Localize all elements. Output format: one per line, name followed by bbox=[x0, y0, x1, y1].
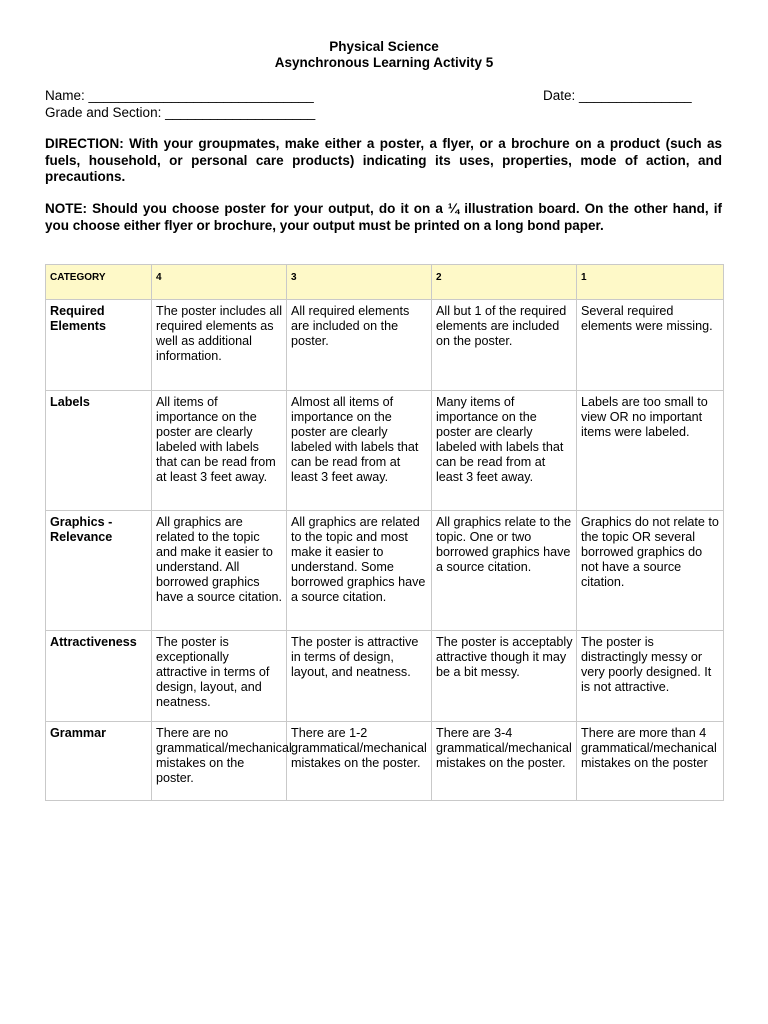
table-row bbox=[46, 300, 724, 391]
table-cell: The poster is distractingly messy or very poorly designed. It is not attractive. bbox=[577, 631, 724, 722]
table-cell: All graphics are related to the topic and make it easier to understand. All borrowed graphics have a source citation. bbox=[152, 511, 287, 631]
header-score-1: 1 bbox=[577, 265, 724, 300]
table-row bbox=[46, 511, 724, 631]
table-cell: Many items of importance on the poster are clearly labeled with labels that can be read from at least 3 feet away. bbox=[432, 391, 577, 511]
row-category: Labels bbox=[46, 391, 152, 511]
table-cell: All but 1 of the required elements are included on the poster. bbox=[432, 300, 577, 391]
header-score-3: 3 bbox=[287, 265, 432, 300]
name-field: Name: ______________________________ bbox=[45, 88, 314, 103]
table-row bbox=[46, 391, 724, 511]
row-category: Graphics - Relevance bbox=[46, 511, 152, 631]
table-cell: There are 1-2 grammatical/mechanical mistakes on the poster. bbox=[287, 722, 432, 801]
header-category: CATEGORY bbox=[46, 265, 152, 300]
date-field: Date: _______________ bbox=[543, 88, 692, 103]
direction-paragraph: DIRECTION: With your groupmates, make either a poster, a flyer, or a brochure on a product (such as fuels, household, or personal care products) indicating its uses, properties, mode of action, and precautions. bbox=[45, 136, 722, 184]
table-cell: Several required elements were missing. bbox=[577, 300, 724, 391]
table-cell: All required elements are included on the poster. bbox=[287, 300, 432, 391]
header-score-4: 4 bbox=[152, 265, 287, 300]
table-cell: Almost all items of importance on the poster are clearly labeled with labels that can be read from at least 3 feet away. bbox=[287, 391, 432, 511]
row-category: Attractiveness bbox=[46, 631, 152, 722]
row-category: Required Elements bbox=[46, 300, 152, 391]
table-cell: The poster is acceptably attractive though it may be a bit messy. bbox=[432, 631, 577, 722]
rubric-table bbox=[45, 264, 724, 801]
table-row bbox=[46, 631, 724, 722]
rubric-header-row bbox=[46, 265, 724, 300]
table-cell: All graphics are related to the topic and most make it easier to understand. Some borrowed graphics have a source citation. bbox=[287, 511, 432, 631]
table-cell: Graphics do not relate to the topic OR several borrowed graphics do not have a source citation. bbox=[577, 511, 724, 631]
table-cell: The poster is attractive in terms of design, layout, and neatness. bbox=[287, 631, 432, 722]
grade-section-field: Grade and Section: ____________________ bbox=[45, 105, 316, 120]
table-cell: All graphics relate to the topic. One or two borrowed graphics have a source citation. bbox=[432, 511, 577, 631]
table-cell: There are no grammatical/mechanical mistakes on the poster. bbox=[152, 722, 287, 801]
header-score-2: 2 bbox=[432, 265, 577, 300]
table-row bbox=[46, 722, 724, 801]
table-cell: There are 3-4 grammatical/mechanical mistakes on the poster. bbox=[432, 722, 577, 801]
note-paragraph: NOTE: Should you choose poster for your output, do it on a ¼ illustration board. On the other hand, if you choose either flyer or brochure, your output must be printed on a long bond paper. bbox=[45, 201, 722, 233]
table-cell: There are more than 4 grammatical/mechanical mistakes on the poster bbox=[577, 722, 724, 801]
table-cell: Labels are too small to view OR no important items were labeled. bbox=[577, 391, 724, 511]
table-cell: All items of importance on the poster are clearly labeled with labels that can be read from at least 3 feet away. bbox=[152, 391, 287, 511]
document-title: Physical Science bbox=[329, 39, 439, 54]
table-cell: The poster is exceptionally attractive in terms of design, layout, and neatness. bbox=[152, 631, 287, 722]
document-subtitle: Asynchronous Learning Activity 5 bbox=[274, 55, 494, 70]
table-cell: The poster includes all required elements as well as additional information. bbox=[152, 300, 287, 391]
row-category: Grammar bbox=[46, 722, 152, 801]
